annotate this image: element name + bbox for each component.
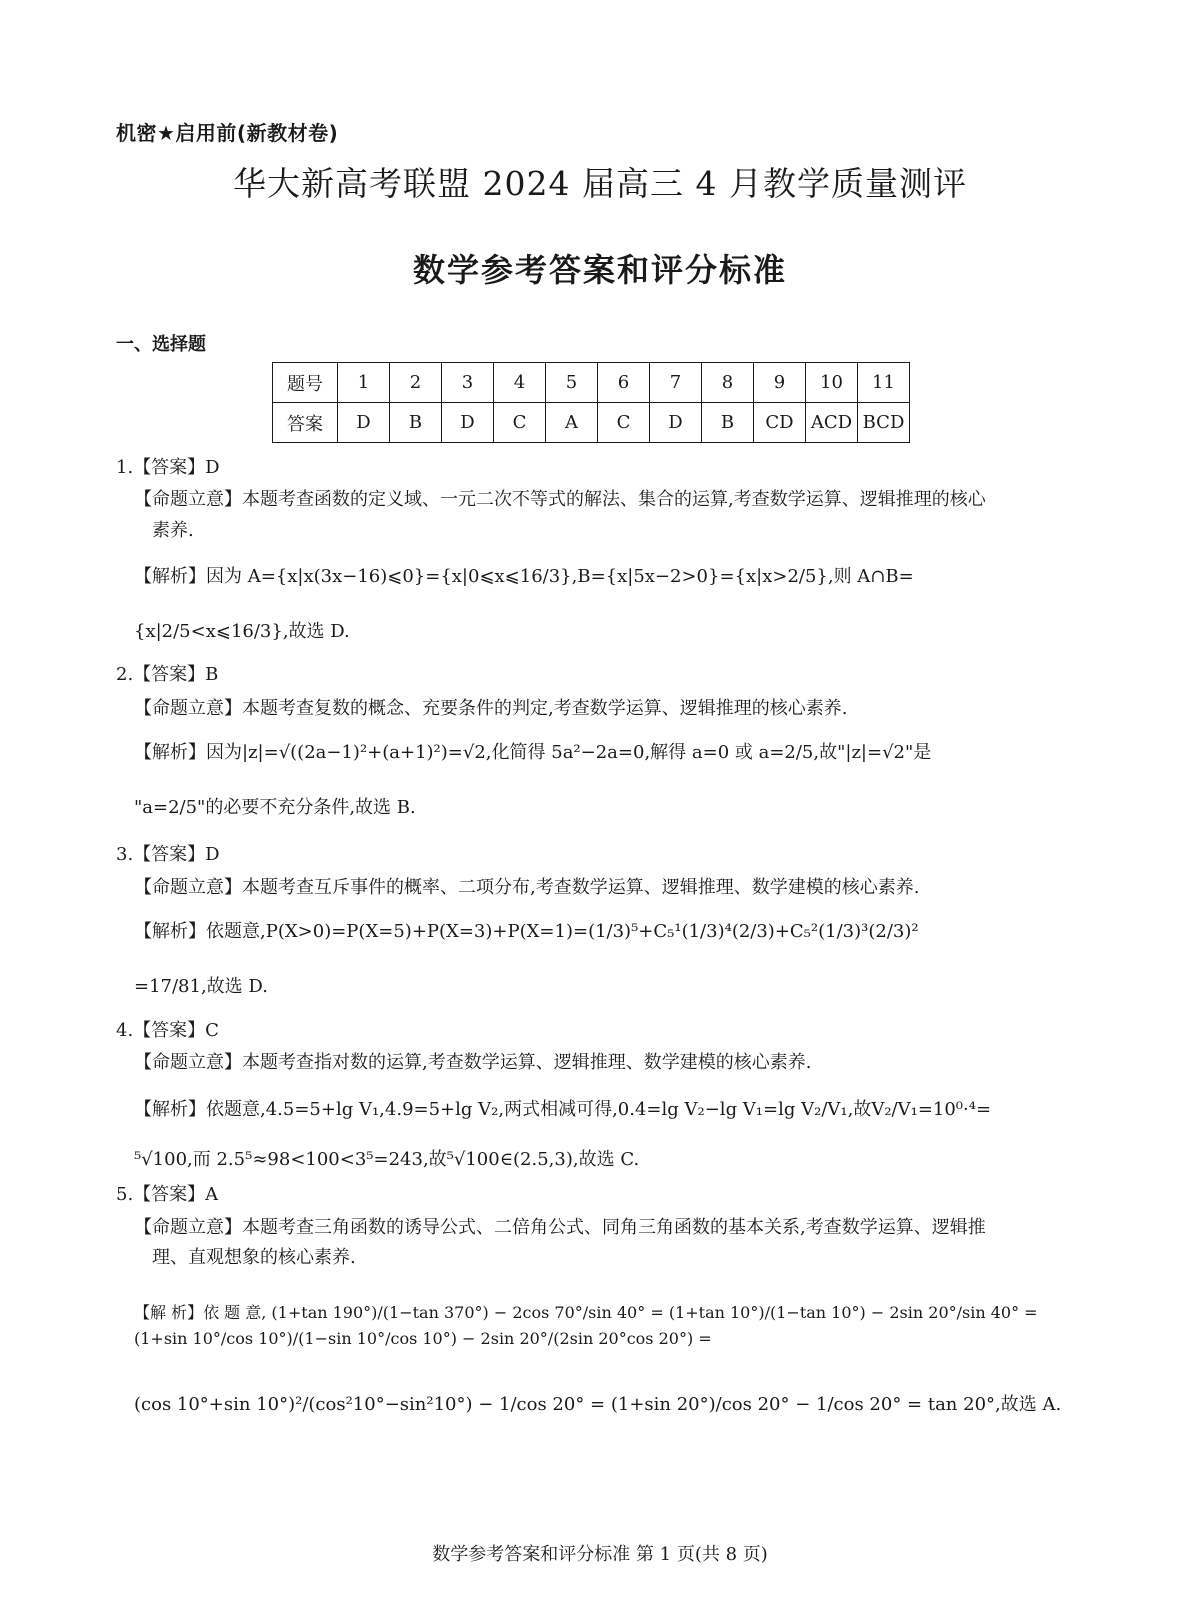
table-cell: 8 [702, 363, 754, 403]
table-cell: 4 [494, 363, 546, 403]
page-footer: 数学参考答案和评分标准 第 1 页(共 8 页) [432, 1544, 768, 1565]
table-cell: D [442, 403, 494, 443]
table-cell: BCD [858, 403, 910, 443]
q3-solution-line2: =17/81,故选 D. [134, 976, 268, 997]
q1-intent-cont: 素养. [152, 520, 194, 541]
table-row-answers [273, 403, 910, 443]
table-cell: 10 [806, 363, 858, 403]
table-cell: 9 [754, 363, 806, 403]
q5-intent: 【命题立意】本题考查三角函数的诱导公式、二倍角公式、同角三角函数的基本关系,考查数学运算、逻辑推 [134, 1217, 986, 1238]
table-row-numbers [273, 363, 910, 403]
q3-solution-line1: 【解析】依题意,P(X>0)=P(X=5)+P(X=3)+P(X=1)=(1/3)⁵+C₅¹(1/3)⁴(2/3)+C₅²(1/3)³(2/3)² [134, 921, 919, 942]
q3-intent: 【命题立意】本题考查互斥事件的概率、二项分布,考查数学运算、逻辑推理、数学建模的核心素养. [134, 877, 920, 898]
table-cell: 11 [858, 363, 910, 403]
table-cell: B [390, 403, 442, 443]
document-subtitle: 数学参考答案和评分标准 [412, 251, 787, 289]
q2-answer: 2.【答案】B [116, 664, 219, 685]
table-cell: ACD [806, 403, 858, 443]
table-cell: 2 [390, 363, 442, 403]
q1-solution-line2: {x|2/5<x⩽16/3},故选 D. [134, 621, 350, 642]
table-cell: 6 [598, 363, 650, 403]
table-cell: 1 [338, 363, 390, 403]
table-cell: B [702, 403, 754, 443]
q2-intent: 【命题立意】本题考查复数的概念、充要条件的判定,考查数学运算、逻辑推理的核心素养. [134, 698, 848, 719]
table-cell: D [338, 403, 390, 443]
table-cell: 3 [442, 363, 494, 403]
exam-title: 华大新高考联盟 2024 届高三 4 月教学质量测评 [233, 164, 967, 203]
table-cell: D [650, 403, 702, 443]
q1-solution-line1: 【解析】因为 A={x|x(3x−16)⩽0}={x|0⩽x⩽16/3},B={x|5x−2>0}={x|x>2/5},则 A∩B= [134, 566, 914, 587]
q2-solution-line1: 【解析】因为|z|=√((2a−1)²+(a+1)²)=√2,化简得 5a²−2a=0,解得 a=0 或 a=2/5,故"|z|=√2"是 [134, 742, 932, 763]
q4-answer: 4.【答案】C [116, 1020, 219, 1041]
table-cell: 5 [546, 363, 598, 403]
table-cell: C [494, 403, 546, 443]
q3-answer: 3.【答案】D [116, 844, 220, 865]
table-cell: C [598, 403, 650, 443]
table-cell: 7 [650, 363, 702, 403]
table-cell: A [546, 403, 598, 443]
q1-intent: 【命题立意】本题考查函数的定义域、一元二次不等式的解法、集合的运算,考查数学运算、逻辑推理的核心 [134, 489, 986, 510]
table-cell: CD [754, 403, 806, 443]
q4-solution-line1: 【解析】依题意,4.5=5+lg V₁,4.9=5+lg V₂,两式相减可得,0.4=lg V₂−lg V₁=lg V₂/V₁,故V₂/V₁=10⁰·⁴= [134, 1099, 992, 1120]
answer-table [272, 362, 910, 443]
q5-solution-line1: 【解 析】依 题 意, (1+tan 190°)/(1−tan 370°) − 2cos 70°/sin 40° = (1+tan 10°)/(1−tan 10°) − 2sin 20°/sin 40° = (1+sin 10°/cos 10°)/(1−sin 10°/cos 10°) − 2sin 20°/(2sin 20°cos 20°) = [134, 1303, 1038, 1348]
section-heading-choice: 一、选择题 [116, 334, 206, 355]
table-header-cell: 题号 [273, 363, 338, 403]
q5-answer: 5.【答案】A [116, 1184, 219, 1205]
table-header-cell: 答案 [273, 403, 338, 443]
q4-intent: 【命题立意】本题考查指对数的运算,考查数学运算、逻辑推理、数学建模的核心素养. [134, 1052, 812, 1073]
q5-solution-line2: (cos 10°+sin 10°)²/(cos²10°−sin²10°) − 1/cos 20° = (1+sin 20°)/cos 20° − 1/cos 20° = tan 20°,故选 A. [134, 1394, 1062, 1415]
q2-solution-line2: "a=2/5"的必要不充分条件,故选 B. [134, 797, 416, 818]
q5-intent-cont: 理、直观想象的核心素养. [152, 1247, 356, 1268]
q1-answer: 1.【答案】D [116, 457, 220, 478]
confidential-label: 机密★启用前(新教材卷) [116, 121, 339, 145]
q4-solution-line2: ⁵√100,而 2.5⁵≈98<100<3⁵=243,故⁵√100∈(2.5,3),故选 C. [134, 1149, 640, 1170]
